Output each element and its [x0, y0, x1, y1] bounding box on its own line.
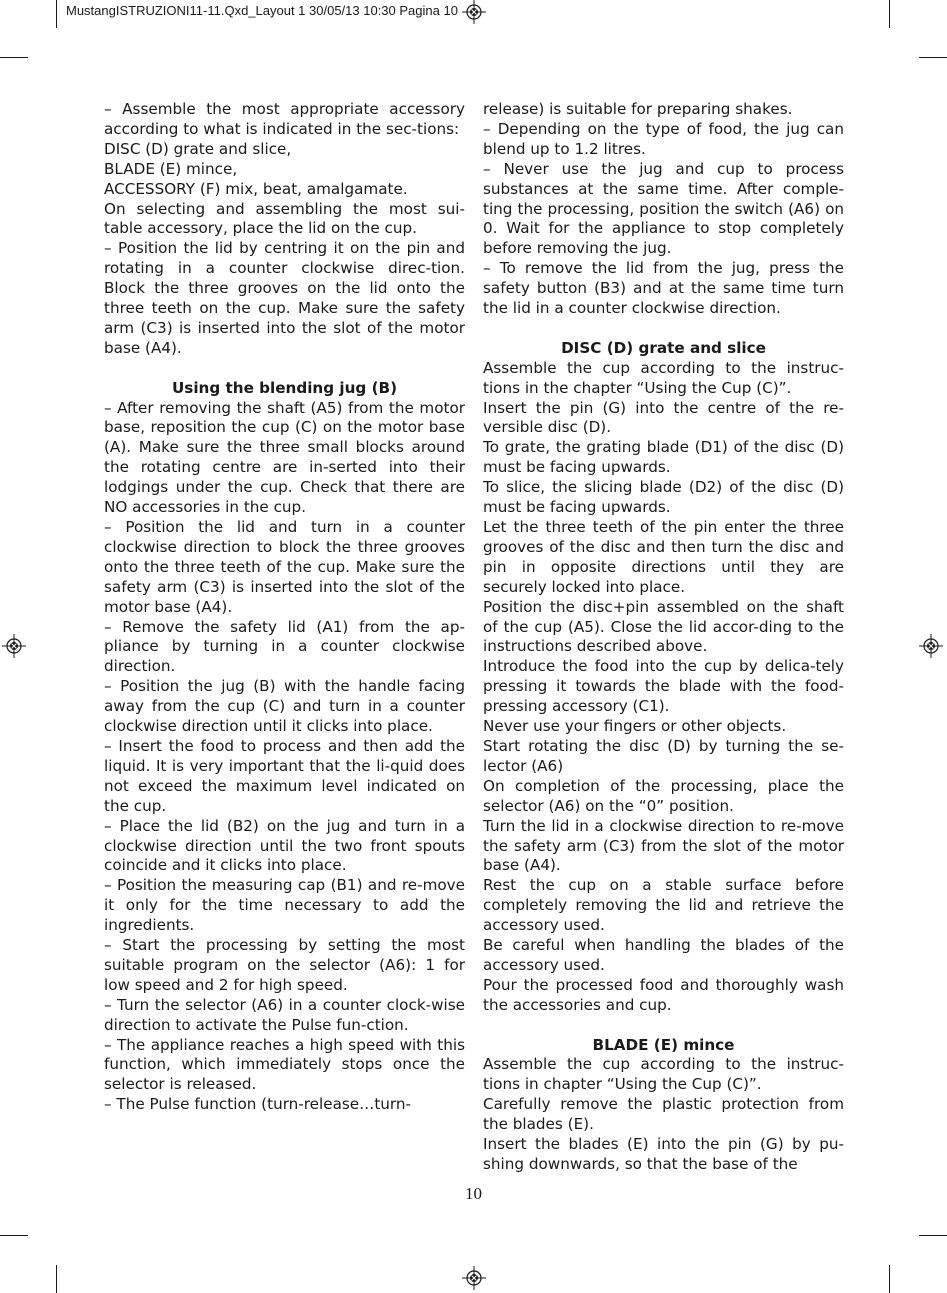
paragraph: – Assemble the most appropriate accessory according to what is indicated in the sec-tions: — [104, 100, 465, 138]
paragraph: – Start the processing by setting the most suitable program on the selector (A6): 1 for low speed and 2 for high speed. — [104, 936, 465, 994]
paragraph: – Never use the jug and cup to process substances at the same time. After comple-ting the processing, position the switch (A6) on 0. Wait for the appliance to stop completely before removing the jug. — [483, 159, 844, 258]
page-number: 10 — [465, 1184, 482, 1203]
crop-mark — [889, 1265, 890, 1293]
paragraph: – Position the measuring cap (B1) and re-move it only for the time necessary to add the ingredients. — [104, 876, 465, 935]
paragraph: Introduce the food into the cup by delica-tely pressing it towards the blade with the food-pressing accessory (C1). — [483, 657, 844, 716]
section-heading: DISC (D) grate and slice — [561, 338, 766, 357]
registration-mark-icon — [919, 634, 943, 658]
paragraph: – Place the lid (B2) on the jug and turn in a clockwise direction until the two front spouts coincide and it clicks into place. — [104, 816, 465, 875]
paragraph: On selecting and assembling the most sui-table accessory, place the lid on the cup. — [104, 199, 465, 238]
paragraph: To slice, the slicing blade (D2) of the disc (D) must be facing upwards. — [483, 478, 844, 517]
registration-mark-icon — [462, 0, 486, 24]
right-column — [483, 100, 844, 1175]
paragraph: Start rotating the disc (D) by turning the se-lector (A6) — [483, 736, 844, 775]
crop-mark — [919, 57, 947, 58]
paragraph: – Insert the food to process and then add the liquid. It is very important that the li-quid does not exceed the maximum level indicated on the cup. — [104, 736, 465, 815]
left-column — [104, 100, 465, 1115]
paragraph: To grate, the grating blade (D1) of the disc (D) must be facing upwards. — [483, 438, 844, 477]
crop-mark — [0, 1235, 28, 1236]
paragraph: Let the three teeth of the pin enter the three grooves of the disc and then turn the disc and pin in opposite directions until they are securely locked into place. — [483, 518, 844, 596]
crop-mark — [919, 1235, 947, 1236]
paragraph: – Position the lid by centring it on the pin and rotating in a counter clockwise direc-tion. Block the three grooves on the lid onto the three teeth on the cup. Make sure the safety arm (C3) is inserted into the slot of the motor base (A4). — [104, 239, 465, 357]
section-heading: BLADE (E) mince — [592, 1035, 735, 1054]
paragraph: – The appliance reaches a high speed with this function, which immediately stops once the selector is released. — [104, 1035, 465, 1094]
paragraph: ACCESSORY (F) mix, beat, amalgamate. — [104, 179, 408, 198]
registration-mark-icon — [2, 634, 26, 658]
crop-mark — [0, 57, 28, 58]
paragraph: Carefully remove the plastic protection from the blades (E). — [483, 1095, 844, 1134]
paragraph: – Remove the safety lid (A1) from the ap-pliance by turning in a counter clockwise direction. — [104, 617, 465, 676]
paragraph: – Position the jug (B) with the handle facing away from the cup (C) and turn in a counter clockwise direction until it clicks into place. — [104, 677, 465, 736]
section-heading: Using the blending jug (B) — [171, 378, 398, 397]
paragraph: Position the disc+pin assembled on the shaft of the cup (A5). Close the lid accor-ding to the instructions described above. — [483, 597, 844, 656]
crop-mark — [889, 0, 890, 28]
paragraph: Assemble the cup according to the instruc-tions in chapter “Using the Cup (C)”. — [483, 1055, 844, 1094]
paragraph: Assemble the cup according to the instruc-tions in the chapter “Using the Cup (C)”. — [483, 358, 844, 397]
paragraph: Insert the pin (G) into the centre of the re-versible disc (D). — [483, 398, 844, 437]
paragraph: BLADE (E) mince, — [104, 159, 238, 178]
paragraph: Pour the processed food and thoroughly wash the accessories and cup. — [483, 975, 844, 1014]
crop-mark — [56, 0, 57, 28]
paragraph: Rest the cup on a stable surface before completely removing the lid and retrieve the accessory used. — [483, 876, 844, 935]
paragraph: Turn the lid in a clockwise direction to re-move the safety arm (C3) from the slot of the motor base (A4). — [483, 816, 844, 875]
paragraph: – Depending on the type of food, the jug can blend up to 1.2 litres. — [483, 119, 844, 158]
file-slug: MustangISTRUZIONI11-11.Qxd_Layout 1 30/05/13 10:30 Pagina 10 — [66, 3, 458, 18]
paragraph: – The Pulse function (turn-release…turn- — [104, 1095, 412, 1114]
paragraph: On completion of the processing, place the selector (A6) on the “0” position. — [483, 776, 844, 815]
paragraph: – Position the lid and turn in a counter clockwise direction to block the three grooves onto the three teeth of the cup. Make sure the safety arm (C3) is inserted into the slot of the motor base (A4). — [104, 518, 465, 616]
paragraph: Insert the blades (E) into the pin (G) by pu-shing downwards, so that the base of the — [483, 1135, 844, 1173]
paragraph: release) is suitable for preparing shakes. — [483, 100, 793, 118]
paragraph: – Turn the selector (A6) in a counter clock-wise direction to activate the Pulse fun-ction. — [104, 995, 465, 1034]
paragraph: – To remove the lid from the jug, press the safety button (B3) and at the same time turn the lid in a counter clockwise direction. — [483, 259, 844, 318]
paragraph: – After removing the shaft (A5) from the motor base, reposition the cup (C) on the motor base (A). Make sure the three small blocks around the rotating centre are in-serted into their lodgings under the cup. Check that there are NO accessories in the cup. — [104, 398, 465, 517]
paragraph: Never use your fingers or other objects. — [483, 717, 787, 736]
crop-mark — [56, 1265, 57, 1293]
paragraph: Be careful when handling the blades of the accessory used. — [483, 936, 844, 974]
registration-mark-icon — [462, 1266, 486, 1290]
paragraph: DISC (D) grate and slice, — [104, 139, 292, 158]
